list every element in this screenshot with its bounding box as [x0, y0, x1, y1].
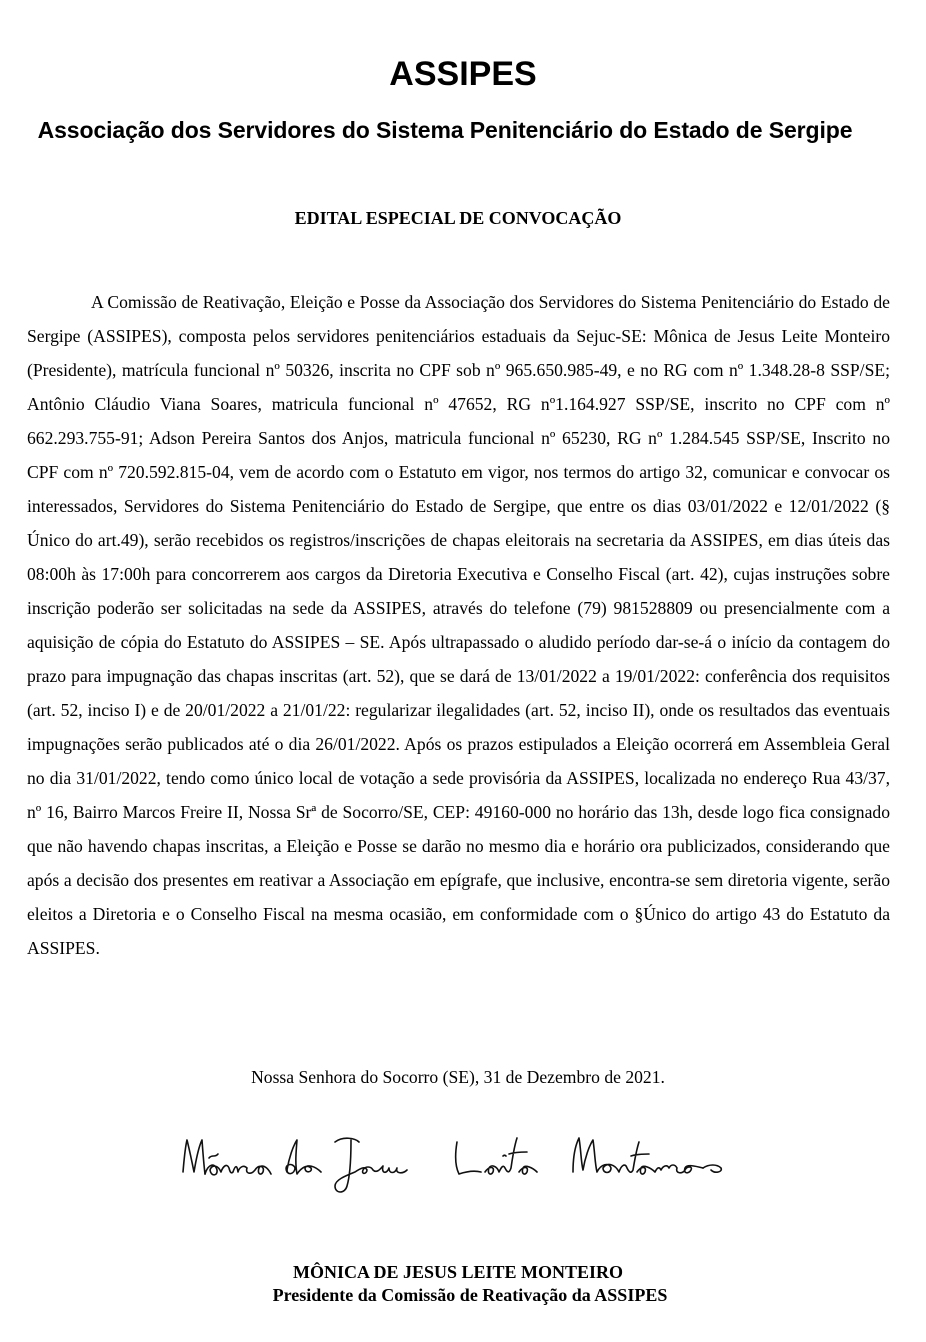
organization-acronym: ASSIPES: [389, 55, 537, 93]
signer-role: Presidente da Comissão de Reativação da ASSIPES: [272, 1285, 668, 1305]
place-and-date: Nossa Senhora do Socorro (SE), 31 de Dezembro de 2021.: [251, 1067, 665, 1087]
handwritten-signature: [175, 1128, 745, 1208]
organization-full-name: Associação dos Servidores do Sistema Penitenciário do Estado de Sergipe: [37, 117, 853, 143]
document-body-paragraph: A Comissão de Reativação, Eleição e Posse da Associação dos Servidores do Sistema Penitenciário do Estado de Sergipe (ASSIPES), composta pelos servidores penitenciários estaduais da Sejuc-SE: Mônica de Jesus Leite Monteiro (Presidente), matrícula funcional nº 50326, inscrita no CPF sob nº 965.650.985-49, e no RG com nº 1.348.28-8 SSP/SE; Antônio Cláudio Viana Soares, matricula funcional nº 47652, RG nº1.164.927 SSP/SE, inscrito no CPF com nº 662.293.755-91; Adson Pereira Santos dos Anjos, matricula funcional nº 65230, RG nº 1.284.545 SSP/SE, Inscrito no CPF com nº 720.592.815-04, vem de acordo com o Estatuto em vigor, nos termos do artigo 32, comunicar e convocar os interessados, Servidores do Sistema Penitenciário do Estado de Sergipe, que entre os dias 03/01/2022 e 12/01/2022 (§ Único do art.49), serão recebidos os registros/inscrições de chapas eleitorais na secretaria da ASSIPES, em dias úteis das 08:00h às 17:00h para concorrerem aos cargos da Diretoria Executiva e Conselho Fiscal (art. 42), cujas instruções sobre inscrição poderão ser solicitadas na sede da ASSIPES, através do telefone (79) 981528809 ou presencialmente com a aquisição de cópia do Estatuto do ASSIPES – SE. Após ultrapassado o aludido período dar-se-á o início da contagem do prazo para impugnação das chapas inscritas (art. 52), que se dará de 13/01/2022 a 19/01/2022: conferência dos requisitos (art. 52, inciso I) e de 20/01/2022 a 21/01/22: regularizar ilegalidades (art. 52, inciso II), onde os resultados das eventuais impugnações serão publicados até o dia 26/01/2022. Após os prazos estipulados a Eleição ocorrerá em Assembleia Geral no dia 31/01/2022, tendo como único local de votação a sede provisória da ASSIPES, localizada no endereço Rua 43/37, nº 16, Bairro Marcos Freire II, Nossa Srª de Socorro/SE, CEP: 49160-000 no horário das 13h, desde logo fica consignado que não havendo chapas inscritas, a Eleição e Posse se darão no mesmo dia e horário ora publicizados, considerando que após a decisão dos presentes em reativar a Associação em epígrafe, que inclusive, encontra-se sem diretoria vigente, serão eleitos a Diretoria e o Conselho Fiscal na mesma ocasião, em conformidade com o §Único do artigo 43 do Estatuto da ASSIPES.: [27, 292, 890, 958]
document-title: EDITAL ESPECIAL DE CONVOCAÇÃO: [294, 208, 622, 228]
signer-name: MÔNICA DE JESUS LEITE MONTEIRO: [292, 1262, 624, 1282]
